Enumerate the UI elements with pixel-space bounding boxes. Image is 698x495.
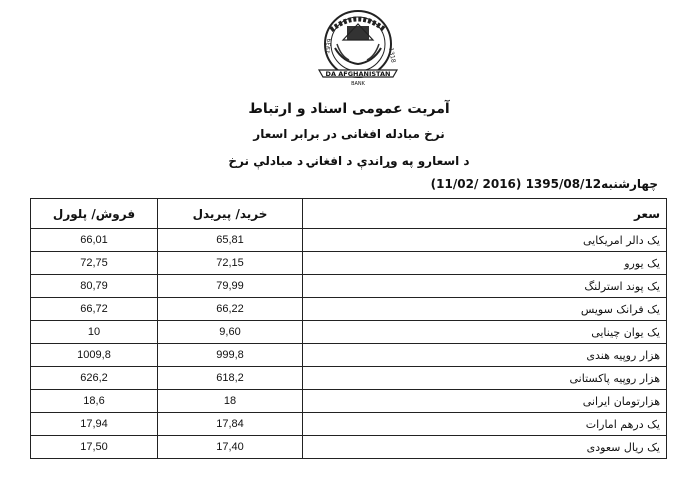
table-row bbox=[31, 275, 667, 298]
buy-rate: 999,8 bbox=[158, 344, 303, 367]
header-currency: سعر bbox=[303, 199, 667, 229]
sell-rate: 17,50 bbox=[31, 436, 158, 459]
currency-name: هزار روپیه هندی bbox=[303, 344, 667, 367]
table-header-row bbox=[31, 199, 667, 229]
header-buy: خرید/ پیریدل bbox=[158, 199, 303, 229]
subtitle-dari: نرخ مبادله افغانی در برابر اسعار bbox=[253, 127, 445, 141]
table-row bbox=[31, 344, 667, 367]
buy-rate: 65,81 bbox=[158, 229, 303, 252]
seal-year-right: 1318 bbox=[387, 47, 397, 64]
seal-ribbon-text: DA AFGHANISTAN bbox=[325, 70, 391, 78]
sell-rate: 17,94 bbox=[31, 413, 158, 436]
table-row bbox=[31, 252, 667, 275]
currency-name: یک پوند استرلنگ bbox=[303, 275, 667, 298]
buy-rate: 17,84 bbox=[158, 413, 303, 436]
currency-name: یک ریال سعودی bbox=[303, 436, 667, 459]
buy-rate: 17,40 bbox=[158, 436, 303, 459]
table-row bbox=[31, 413, 667, 436]
sell-rate: 18,6 bbox=[31, 390, 158, 413]
buy-rate: 18 bbox=[158, 390, 303, 413]
seal-year-left: 1939 bbox=[324, 38, 334, 55]
currency-name: یک دالر امریکایی bbox=[303, 229, 667, 252]
table-row bbox=[31, 321, 667, 344]
date-line: چهارشنبه1395/08/12 (2016 /11/02) bbox=[430, 177, 658, 191]
buy-rate: 9,60 bbox=[158, 321, 303, 344]
currency-name: یک درهم امارات bbox=[303, 413, 667, 436]
header-sell: فروش/ پلورل bbox=[31, 199, 158, 229]
buy-rate: 66,22 bbox=[158, 298, 303, 321]
subtitle-pashto: د اسعارو په وړاندې د افغانۍ د مبادلې نرخ bbox=[228, 154, 470, 168]
sell-rate: 626,2 bbox=[31, 367, 158, 390]
buy-rate: 72,15 bbox=[158, 252, 303, 275]
currency-name: یک یوان چینایی bbox=[303, 321, 667, 344]
currency-name: هزارتومان ایرانی bbox=[303, 390, 667, 413]
currency-name: هزار روپیه پاکستانی bbox=[303, 367, 667, 390]
seal-bottom-text: BANK bbox=[351, 81, 365, 87]
sell-rate: 1009,8 bbox=[31, 344, 158, 367]
page-title: آمریت عمومی اسناد و ارتباط bbox=[248, 101, 450, 117]
sell-rate: 66,72 bbox=[31, 298, 158, 321]
table-row bbox=[31, 298, 667, 321]
sell-rate: 66,01 bbox=[31, 229, 158, 252]
sell-rate: 10 bbox=[31, 321, 158, 344]
bank-seal-logo bbox=[313, 6, 403, 88]
currency-name: یک فرانک سویس bbox=[303, 298, 667, 321]
table-row bbox=[31, 436, 667, 459]
buy-rate: 79,99 bbox=[158, 275, 303, 298]
table-row bbox=[31, 390, 667, 413]
sell-rate: 80,79 bbox=[31, 275, 158, 298]
buy-rate: 618,2 bbox=[158, 367, 303, 390]
sell-rate: 72,75 bbox=[31, 252, 158, 275]
currency-name: یک یورو bbox=[303, 252, 667, 275]
table-row bbox=[31, 229, 667, 252]
exchange-rate-table bbox=[30, 198, 667, 459]
table-row bbox=[31, 367, 667, 390]
